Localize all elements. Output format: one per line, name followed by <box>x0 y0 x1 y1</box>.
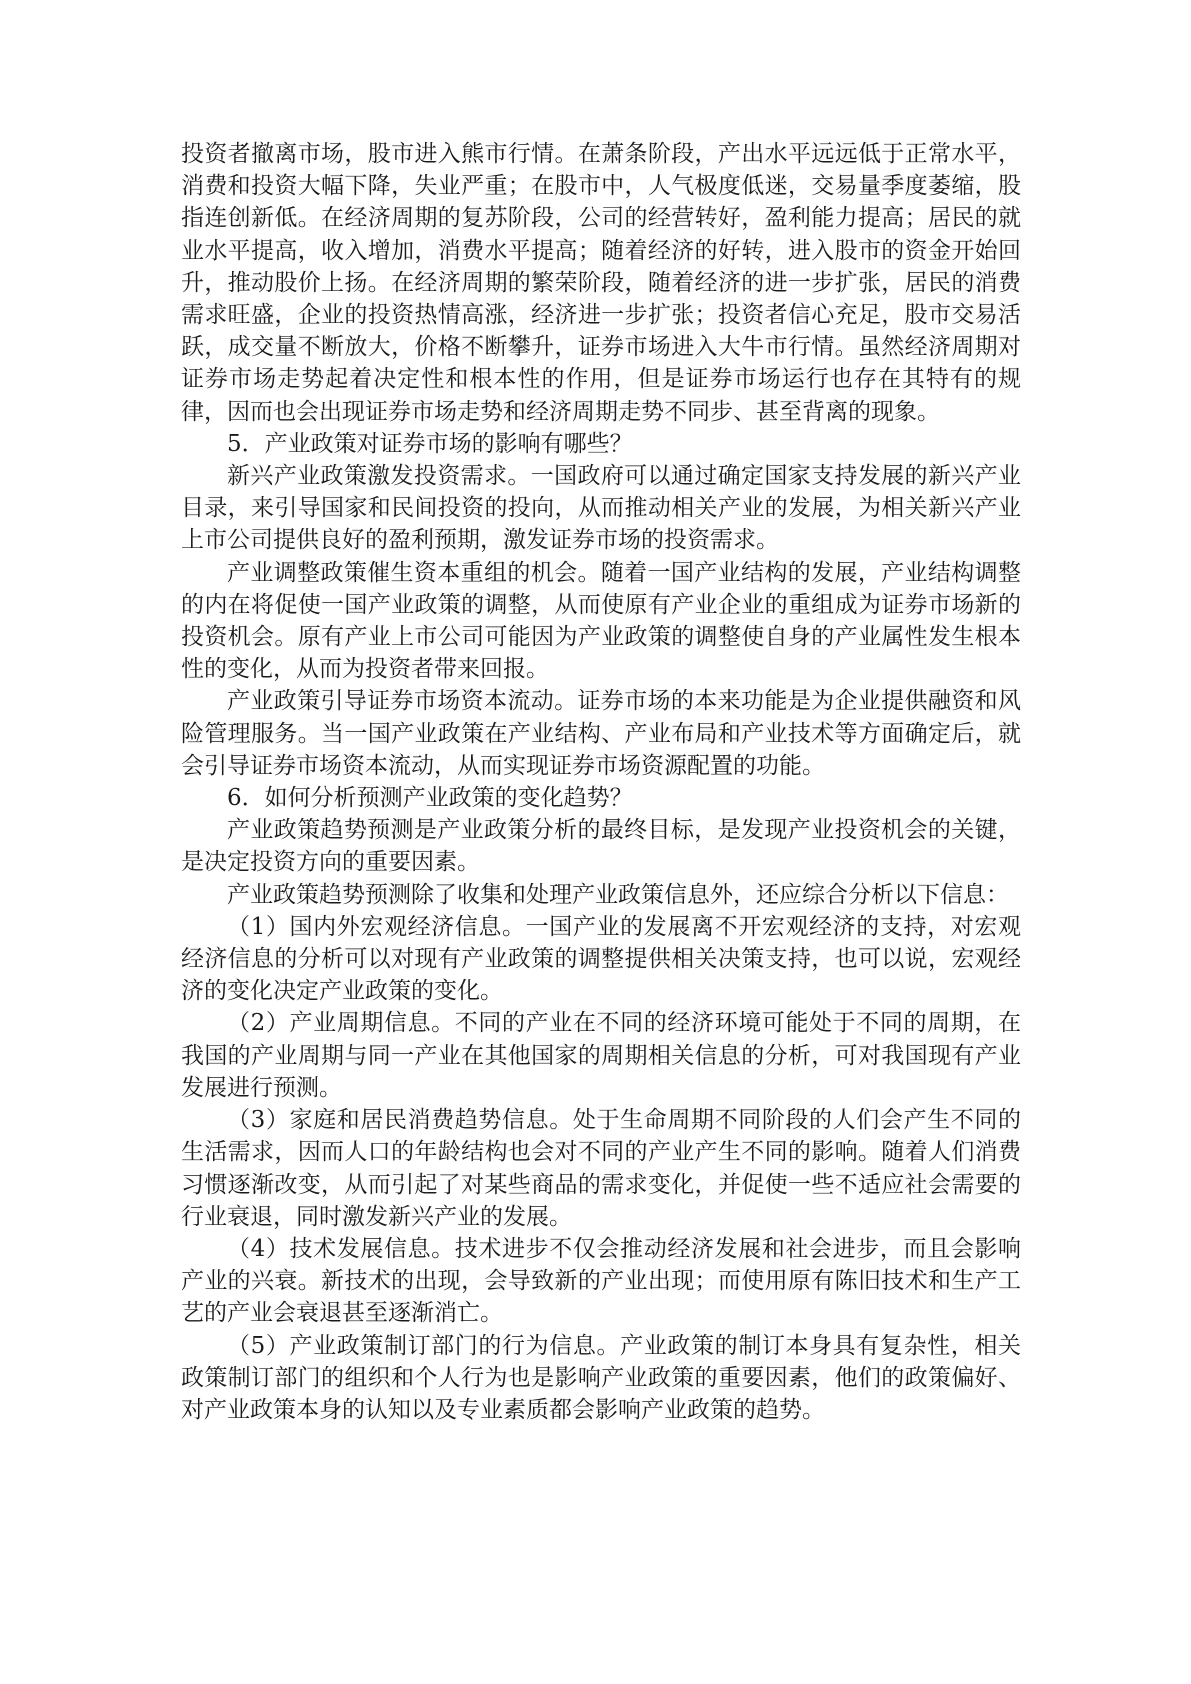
paragraph-trend-info: 产业政策趋势预测除了收集和处理产业政策信息外，还应综合分析以下信息： <box>227 881 1009 908</box>
list-item-2: （2）产业周期信息。不同的产业在不同的经济环境可能处于不同的周期，在我国的产业周期与同一产业在其他国家的周期相关信息的分析，可对我国现有产业发展进行预测。 <box>181 1010 1021 1101</box>
paragraph-continuation: 投资者撤离市场，股市进入熊市行情。在萧条阶段，产出水平远远低于正常水平，消费和投资大幅下降，失业严重；在股市中，人气极度低迷，交易量季度萎缩，股指连创新低。在经济周期的复苏阶段，公司的经营转好，盈利能力提高；居民的就业水平提高，收入增加，消费水平提高；随着经济的好转，进入股市的资金开始回升，推动股价上扬。在经济周期的繁荣阶段，随着经济的进一步扩张，居民的消费需求旺盛，企业的投资热情高涨，经济进一步扩张；投资者信心充足，股市交易活跃，成交量不断放大，价格不断攀升，证券市场进入大牛市行情。虽然经济周期对证券市场走势起着决定性和根本性的作用，但是证券市场运行也存在其特有的规律，因而也会出现证券市场走势和经济周期走势不同步、甚至背离的现象。 <box>181 141 1021 425</box>
paragraph-capital-flow: 产业政策引导证券市场资本流动。证券市场的本来功能是为企业提供融资和风险管理服务。当一国产业政策在产业结构、产业布局和产业技术等方面确定后，就会引导证券市场资本流动，从而实现证券市场资源配置的功能。 <box>181 688 1021 779</box>
list-item-5: （5）产业政策制订部门的行为信息。产业政策的制订本身具有复杂性，相关政策制订部门的组织和个人行为也是影响产业政策的重要因素，他们的政策偏好、对产业政策本身的认知以及专业素质都会影响产业政策的趋势。 <box>181 1332 1021 1423</box>
document-body <box>181 138 1021 1426</box>
question-6-heading: 6．如何分析预测产业政策的变化趋势？ <box>227 785 633 812</box>
question-5-heading: 5．产业政策对证券市场的影响有哪些？ <box>227 430 633 457</box>
paragraph-emerging-industry: 新兴产业政策激发投资需求。一国政府可以通过确定国家支持发展的新兴产业目录，来引导国家和民间投资的投向，从而推动相关产业的发展，为相关新兴产业上市公司提供良好的盈利预期，激发证券市场的投资需求。 <box>181 463 1021 554</box>
paragraph-trend-forecast: 产业政策趋势预测是产业政策分析的最终目标，是发现产业投资机会的关键，是决定投资方向的重要因素。 <box>181 817 1021 876</box>
paragraph-restructuring: 产业调整政策催生资本重组的机会。随着一国产业结构的发展，产业结构调整的内在将促使一国产业政策的调整，从而使原有产业企业的重组成为证券市场新的投资机会。原有产业上市公司可能因为产业政策的调整使自身的产业属性发生根本性的变化，从而为投资者带来回报。 <box>181 559 1021 683</box>
list-item-4: （4）技术发展信息。技术进步不仅会推动经济发展和社会进步，而且会影响产业的兴衰。新技术的出现，会导致新的产业出现；而使用原有陈旧技术和生产工艺的产业会衰退甚至逐渐消亡。 <box>181 1235 1021 1327</box>
list-item-3: （3）家庭和居民消费趋势信息。处于生命周期不同阶段的人们会产生不同的生活需求，因而人口的年龄结构也会对不同的产业产生不同的影响。随着人们消费习惯逐渐改变，从而引起了对某些商品的需求变化，并促使一些不适应社会需要的行业衰退，同时激发新兴产业的发展。 <box>181 1107 1021 1230</box>
list-item-1: （1）国内外宏观经济信息。一国产业的发展离不开宏观经济的支持，对宏观经济信息的分析可以对现有产业政策的调整提供相关决策支持，也可以说，宏观经济的变化决定产业政策的变化。 <box>181 913 1021 1005</box>
